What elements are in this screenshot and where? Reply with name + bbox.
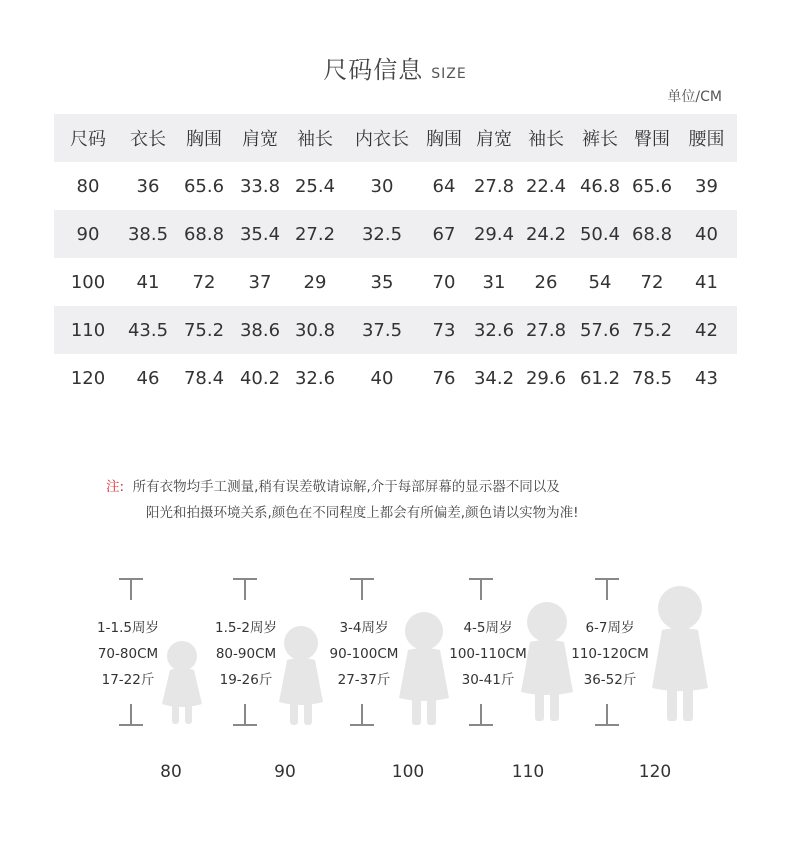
height-range: 100-110CM bbox=[449, 646, 527, 662]
table-cell: 64 bbox=[432, 175, 456, 197]
table-cell: 40.2 bbox=[239, 367, 281, 389]
weight-range: 19-26斤 bbox=[219, 672, 273, 688]
table-cell: 46 bbox=[136, 367, 160, 389]
table-cell: 78.5 bbox=[631, 367, 673, 389]
table-cell: 78.4 bbox=[183, 367, 225, 389]
size-label: 110 bbox=[511, 762, 545, 782]
table-row bbox=[54, 258, 737, 306]
table-cell: 72 bbox=[192, 271, 216, 293]
table-cell: 65.6 bbox=[631, 175, 673, 197]
table-cell: 54 bbox=[588, 271, 612, 293]
table-cell: 76 bbox=[432, 367, 456, 389]
table-cell: 34.2 bbox=[473, 367, 515, 389]
table-cell: 30 bbox=[370, 175, 394, 197]
note-line-2: 阳光和拍摄环境关系,颜色在不同程度上都会有所偏差,颜色请以实物为准! bbox=[146, 505, 579, 521]
table-cell: 110 bbox=[70, 319, 106, 341]
header-cell: 肩宽 bbox=[476, 129, 512, 150]
page-title bbox=[0, 50, 790, 85]
table-cell: 90 bbox=[76, 223, 100, 245]
table-cell: 27.8 bbox=[473, 175, 515, 197]
table-cell: 80 bbox=[76, 175, 100, 197]
table-cell: 29.6 bbox=[525, 367, 567, 389]
table-cell: 27.2 bbox=[294, 223, 336, 245]
table-cell: 120 bbox=[70, 367, 106, 389]
note-prefix: 注: bbox=[106, 479, 125, 495]
header-cell: 腰围 bbox=[688, 129, 725, 150]
header-cell: 尺码 bbox=[70, 129, 106, 150]
table-cell: 68.8 bbox=[631, 223, 673, 245]
age-range: 3-4周岁 bbox=[339, 620, 389, 636]
table-cell: 37 bbox=[248, 271, 272, 293]
table-cell: 29 bbox=[303, 271, 327, 293]
table-cell: 30.8 bbox=[294, 319, 336, 341]
height-range: 80-90CM bbox=[215, 646, 277, 662]
table-cell: 33.8 bbox=[239, 175, 281, 197]
table-header-row bbox=[54, 114, 737, 162]
height-range: 70-80CM bbox=[97, 646, 159, 662]
weight-range: 17-22斤 bbox=[101, 672, 155, 688]
weight-range: 27-37斤 bbox=[337, 672, 391, 688]
size-label: 100 bbox=[391, 762, 425, 782]
size-guide-info bbox=[560, 615, 660, 693]
table-cell: 26 bbox=[534, 271, 558, 293]
age-range: 1.5-2周岁 bbox=[215, 620, 277, 636]
header-cell: 臀围 bbox=[634, 129, 670, 150]
table-cell: 31 bbox=[482, 271, 506, 293]
weight-range: 36-52斤 bbox=[583, 672, 637, 688]
size-label: 90 bbox=[274, 762, 296, 782]
header-cell: 肩宽 bbox=[242, 129, 278, 150]
table-cell: 38.6 bbox=[239, 319, 281, 341]
table-cell: 43 bbox=[695, 367, 718, 389]
table-cell: 70 bbox=[432, 271, 456, 293]
table-cell: 36 bbox=[136, 175, 160, 197]
table-cell: 100 bbox=[70, 271, 106, 293]
table-row bbox=[54, 210, 737, 258]
table-cell: 50.4 bbox=[579, 223, 621, 245]
size-table bbox=[54, 114, 737, 402]
title-text: 尺码信息 bbox=[323, 56, 424, 84]
table-cell: 27.8 bbox=[525, 319, 567, 341]
table-cell: 75.2 bbox=[631, 319, 673, 341]
table-cell: 24.2 bbox=[525, 223, 567, 245]
header-cell: 内衣长 bbox=[355, 129, 409, 150]
size-label: 120 bbox=[638, 762, 672, 782]
table-cell: 37.5 bbox=[361, 319, 403, 341]
table-cell: 73 bbox=[432, 319, 456, 341]
table-cell: 25.4 bbox=[294, 175, 336, 197]
header-cell: 袖长 bbox=[297, 129, 333, 150]
age-range: 6-7周岁 bbox=[585, 620, 635, 636]
table-cell: 35.4 bbox=[239, 223, 281, 245]
table-cell: 41 bbox=[695, 271, 718, 293]
disclaimer-note bbox=[106, 474, 746, 526]
weight-range: 30-41斤 bbox=[461, 672, 515, 688]
note-text-1: 所有衣物均手工测量,稍有误差敬请谅解,介于每部屏幕的显示器不同以及 bbox=[132, 479, 560, 495]
table-cell: 65.6 bbox=[183, 175, 225, 197]
table-cell: 68.8 bbox=[183, 223, 225, 245]
table-cell: 22.4 bbox=[525, 175, 567, 197]
header-cell: 衣长 bbox=[130, 129, 166, 150]
table-cell: 32.6 bbox=[294, 367, 336, 389]
table-cell: 72 bbox=[640, 271, 664, 293]
table-cell: 75.2 bbox=[183, 319, 225, 341]
table-cell: 32.5 bbox=[361, 223, 403, 245]
table-cell: 42 bbox=[695, 319, 718, 341]
title-subtitle: SIZE bbox=[431, 66, 467, 82]
table-cell: 67 bbox=[432, 223, 456, 245]
table-cell: 46.8 bbox=[579, 175, 621, 197]
table-cell: 43.5 bbox=[127, 319, 169, 341]
table-cell: 40 bbox=[695, 223, 718, 245]
height-range: 90-100CM bbox=[329, 646, 399, 662]
unit-label: 单位/CM bbox=[667, 89, 722, 105]
table-row bbox=[54, 306, 737, 354]
table-cell: 38.5 bbox=[127, 223, 169, 245]
height-range: 110-120CM bbox=[571, 646, 649, 662]
table-cell: 61.2 bbox=[579, 367, 621, 389]
header-cell: 胸围 bbox=[426, 129, 462, 150]
table-cell: 29.4 bbox=[473, 223, 515, 245]
header-cell: 袖长 bbox=[528, 129, 564, 150]
table-row bbox=[54, 162, 737, 210]
header-cell: 裤长 bbox=[582, 129, 618, 150]
table-row bbox=[54, 354, 737, 402]
table-cell: 32.6 bbox=[473, 319, 515, 341]
note-line-1 bbox=[106, 474, 746, 500]
header-cell: 胸围 bbox=[186, 129, 222, 150]
age-range: 1-1.5周岁 bbox=[97, 620, 159, 636]
child-silhouette-icon bbox=[648, 584, 712, 724]
table-cell: 41 bbox=[136, 271, 160, 293]
age-range: 4-5周岁 bbox=[463, 620, 513, 636]
table-cell: 35 bbox=[370, 271, 394, 293]
size-label: 80 bbox=[160, 762, 182, 782]
table-cell: 39 bbox=[695, 175, 718, 197]
table-cell: 40 bbox=[370, 367, 394, 389]
table-cell: 57.6 bbox=[579, 319, 621, 341]
